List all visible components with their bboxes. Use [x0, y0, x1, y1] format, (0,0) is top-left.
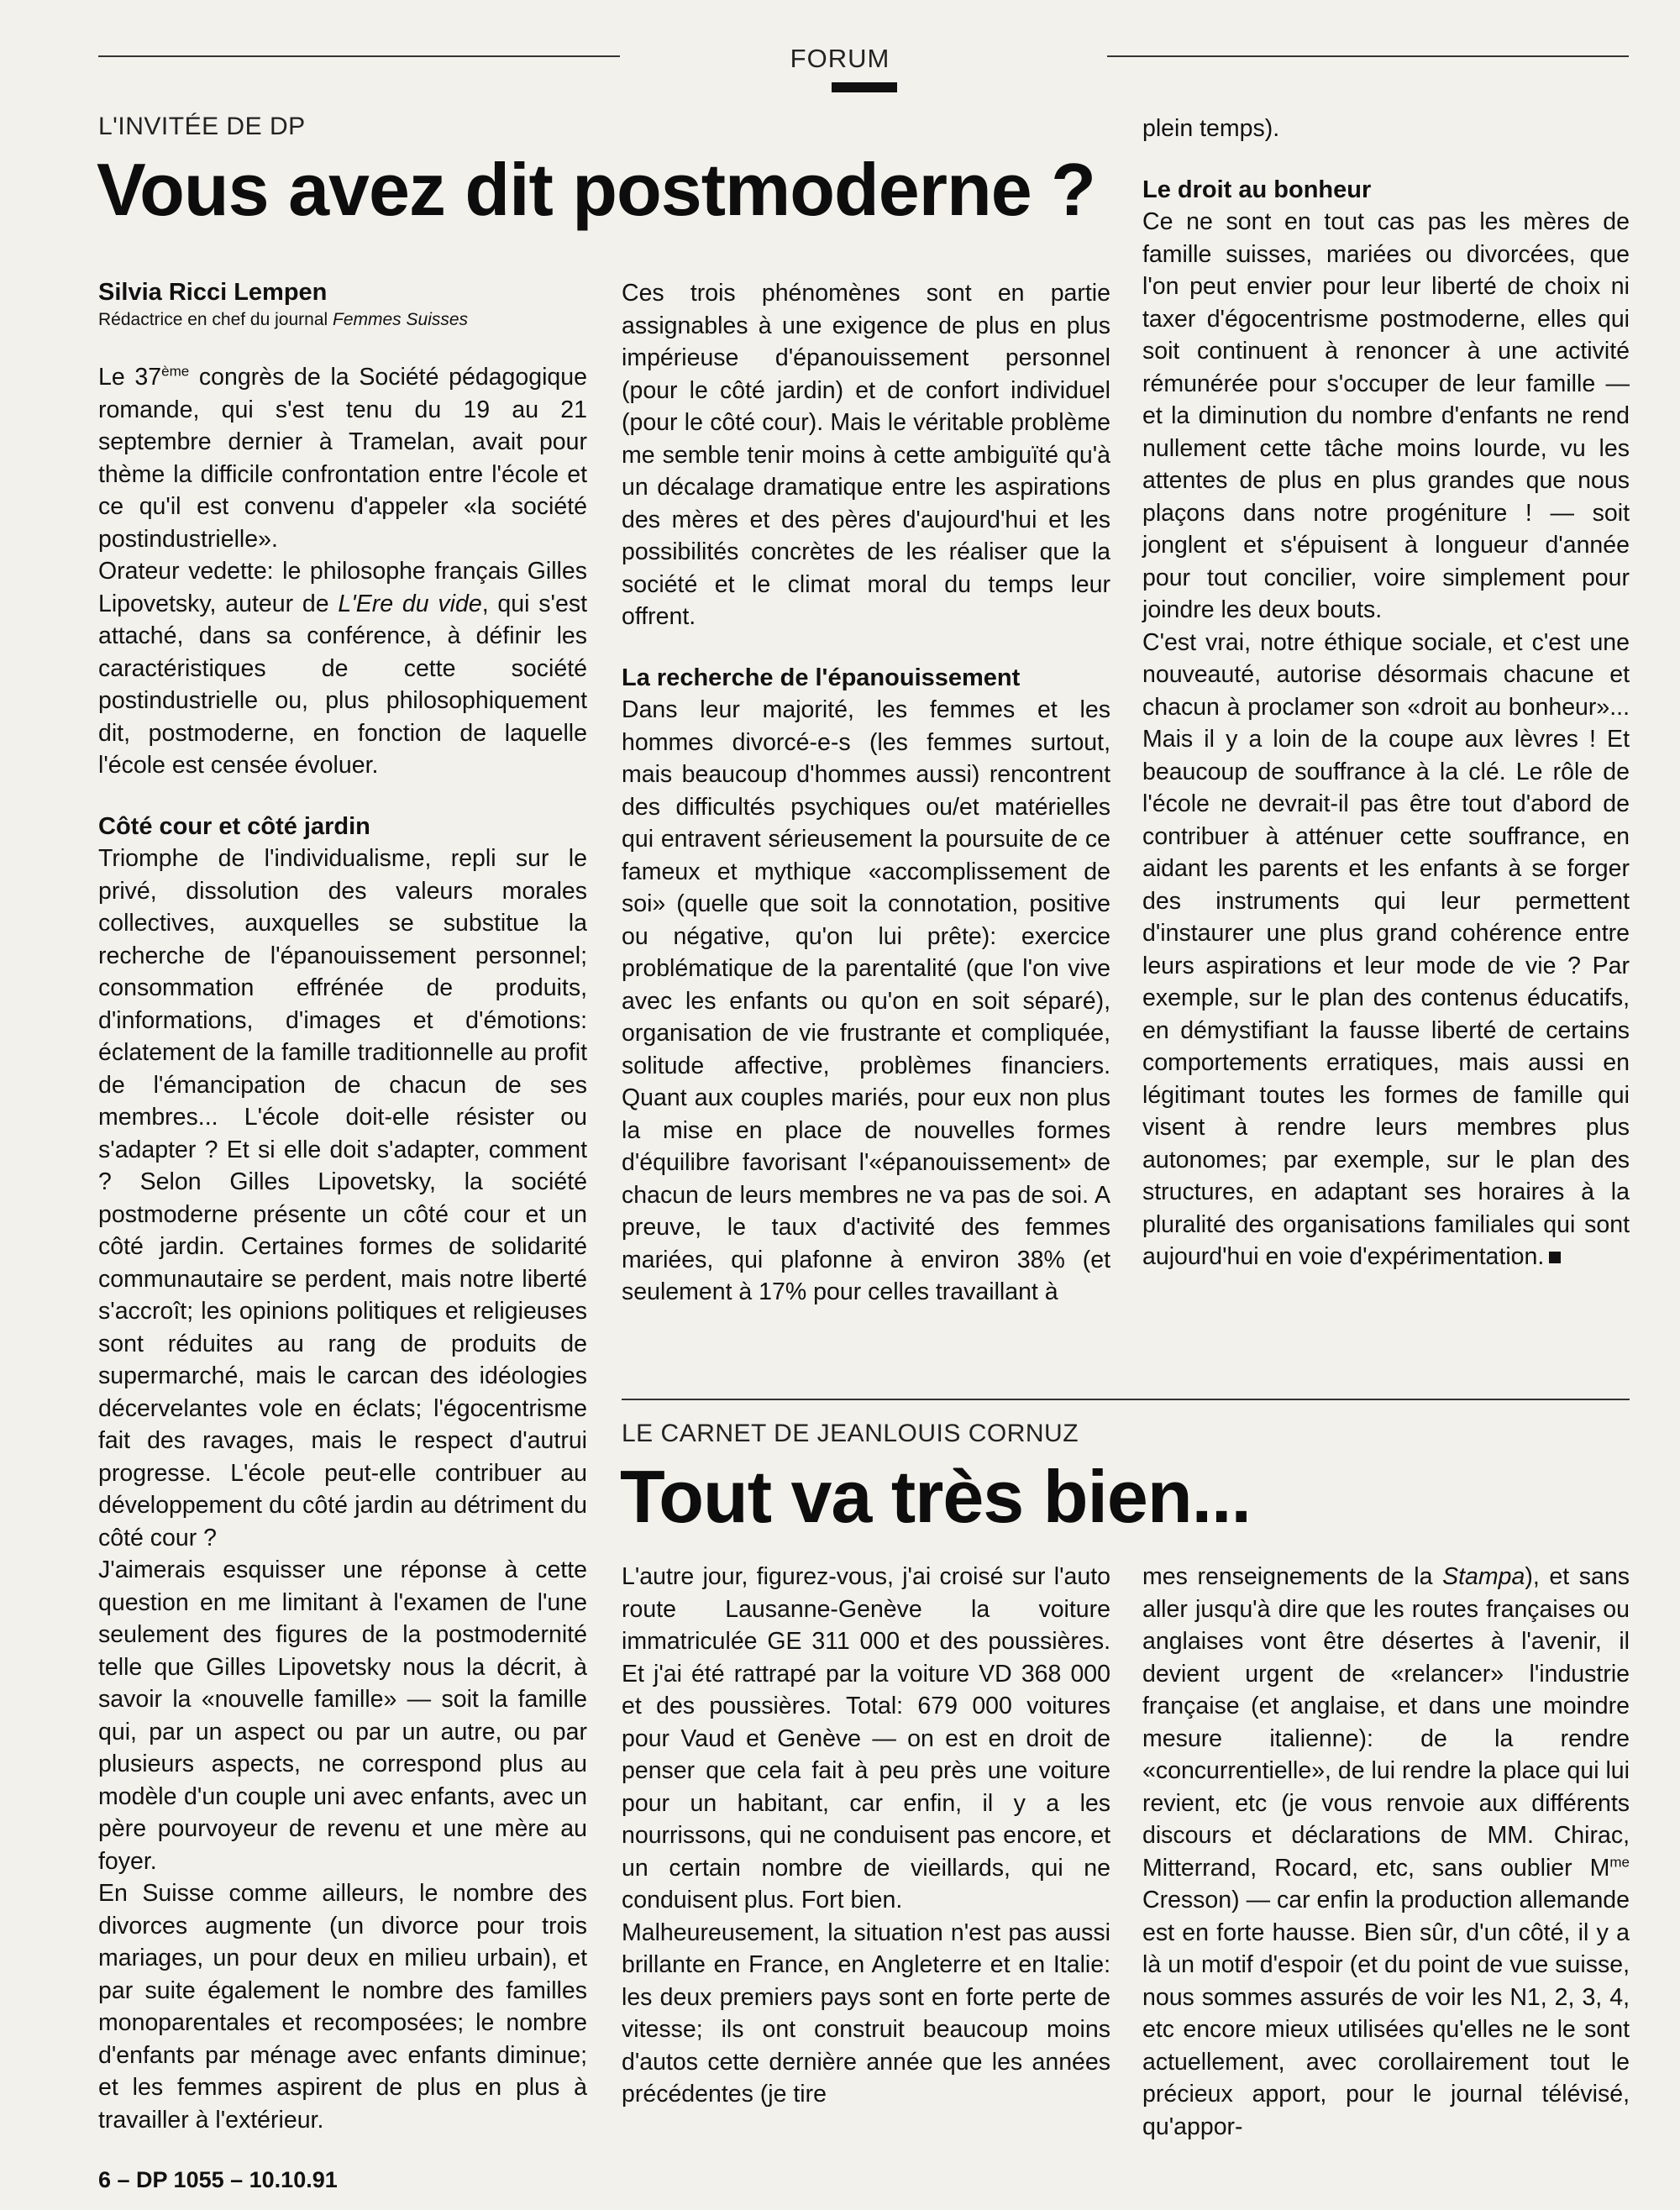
article1-title: Vous avez dit postmoderne ? [97, 148, 1095, 231]
subheading: La recherche de l'épanouissement [622, 664, 1021, 691]
newspaper-name: Stampa [1442, 1563, 1525, 1590]
paragraph: mes renseignements de la Stampa), et sans aller jusqu'à dire que les routes françaises ou anglaises vont être désertes à l'avenir, il devient urgent de «relancer» l'industrie française (et anglaise, et dans une moindre mesure italienne): de la rendre «concurrentielle», de lui rendre la place qui lui revient, etc (je vous renvoie aux différents discours et déclarations de MM. Chirac, Mitterrand, Rocard, etc, sans oublier $M^{me}$ Cresson) — car enfin la production allemande est en forte hausse. Bien sûr, d'un côté, il y a là un motif d'espoir (et du point de vue suisse, nous sommes assurés de voir les N1, 2, 3, 4, etc encore mieux utilisées qu'elles ne le sont actuellement, avec corollairement tout le précieux apport, pour le journal télévisé, qu'appor- [1142, 1563, 1630, 2140]
subheading: Le droit au bonheur [1142, 176, 1372, 203]
article-divider [622, 1399, 1630, 1400]
section-label: FORUM [790, 44, 890, 73]
paragraph: Le 37ème congrès de la Société pédagogique romande, qui s'est tenu du 19 au 21 septembre dernier à Tramelan, avait pour thème la difficile confrontation entre l'école et ce qu'il est convenu d'appeler «la société postindustrielle». [98, 363, 587, 553]
page-footer: 6 – DP 1055 – 10.10.91 [98, 2167, 338, 2192]
paragraph: Orateur vedette: le philosophe français Gilles Lipovetsky, auteur de L'Ere du vide, qui s'est attaché, dans sa conférence, à définir les caractéristiques de cette société postindustrielle ou, plus philosophiquement dit, postmoderne, en fonction de laquelle l'école est censée évoluer. [98, 558, 587, 779]
subheading: Côté cour et côté jardin [98, 812, 370, 840]
paragraph: Ce ne sont en tout cas pas les mères de famille suisses, mariées ou divorcées, que l'on peut envier pour leur liberté de choix ni taxer d'égocentrisme postmoderne, elles qui soit continuent à renoncer à une activité rémunérée pour s'occuper de leur famille — et la diminution du nombre d'enfants ne rend nullement cette tâche moins lourde, vu les attentes de plus en plus grandes que nous plaçons dans notre progéniture ! — soit jonglent et s'épuisent à longueur d'année pour tout concilier, voire simplement pour joindre les deux bouts. [1142, 208, 1630, 623]
article1-column-3 [1142, 113, 1630, 1273]
paragraph: J'aimerais esquisser une réponse à cette question en me limitant à l'examen de l'une seulement des figures de la postmodernité telle que Gilles Lipovetsky nous la décrit, à savoir la «nouvelle famille» — soit la famille qui, par un aspect ou par un autre, ou par plusieurs aspects, ne correspond plus au modèle d'un couple uni avec enfants, avec un père pourvoyeur de revenu et une mère au foyer. [98, 1556, 587, 1875]
article2-title: Tout va très bien... [620, 1455, 1251, 1538]
article2-kicker: LE CARNET DE JEANLOUIS CORNUZ [622, 1420, 1079, 1447]
article1-kicker: L'INVITÉE DE DP [98, 113, 306, 140]
paragraph: Malheureusement, la situation n'est pas aussi brillante en France, en Angleterre et en Italie: les deux premiers pays sont en forte perte de vitesse; ils ont construit beaucoup moins d'autos cette dernière année que les années précédentes (je tire [622, 1919, 1110, 2108]
article2-column-2 [1142, 1561, 1630, 2143]
paragraph: plein temps). [1142, 115, 1280, 142]
publication-name: Femmes Suisses [333, 310, 469, 329]
article1-column-1 [98, 277, 587, 2136]
article1-column-2 [622, 277, 1110, 1309]
paragraph: C'est vrai, notre éthique sociale, et c'est une nouveauté, autorise désormais chacune et chacun à proclamer son «droit au bonheur»... Mais il y a loin de la coupe aux lèvres ! Et beaucoup de souffrance à la clé. Le rôle de l'école ne devrait-il pas être tout d'abord de contribuer à atténuer cette souffrance, en aidant les parents et les enfants à se forger des instruments qui leur permettent d'instaurer une plus grand cohérence entre leurs aspirations et leur mode de vie ? Par exemple, sur le plan des contenus éducatifs, en démystifiant la fausse liberté de certains comportements erratiques, mais aussi en légitimant toutes les formes de famille qui visent à rendre leurs membres plus autonomes; par exemple, sur le plan des structures, en adaptant ses horaires à la pluralité des organisations familiales qui sont aujourd'hui en voie d'expérimentation. [1142, 628, 1630, 1270]
article2-column-1 [622, 1561, 1110, 2111]
section-label-bar [832, 82, 897, 92]
book-title: L'Ere du vide [338, 590, 482, 617]
end-mark-icon [1549, 1252, 1561, 1263]
paragraph: Dans leur majorité, les femmes et les hommes divorcé-e-s (les femmes surtout, mais beaucoup d'hommes aussi) rencontrent des difficultés psychiques ou/et matérielles qui entravent sérieusement la poursuite de ce fameux et mythique «accomplissement de soi» (quelle que soit la connotation, positive ou négative, qu'on lui prête): exercice problématique de la parentalité (que l'on vive avec les enfants ou qu'on en soit séparé), organisation de vie frustrante et compliquée, solitude affective, problèmes financiers. Quant aux couples mariés, pour eux non plus la mise en place de nouvelles formes d'équilibre favorisant l'«épanouissement» de chacun de leurs membres ne va pas de soi. A preuve, le taux d'activité des femmes mariées, qui plafonne à environ 38% (et seulement à 17% pour celles travaillant à [622, 696, 1110, 1305]
paragraph: En Suisse comme ailleurs, le nombre des divorces augmente (un divorce pour trois mariages, un pour deux en milieu urbain), et par suite également le nombre des familles monoparentales et recomposées; le nombre d'enfants par ménage avec enfants diminue; et les femmes aspirent de plus en plus à travailler à l'extérieur. [98, 1880, 587, 2134]
paragraph: Ces trois phénomènes sont en partie assignables à une exigence de plus en plus impérieuse d'épanouissement personnel (pour le côté jardin) et de confort individuel (pour le côté cour). Mais le véritable problème me semble tenir moins à cette ambiguïté qu'à un décalage dramatique entre les aspirations des mères et des pères d'aujourd'hui et les possibilités concrètes de les réaliser que la société et le climat moral du temps leur offrent. [622, 280, 1110, 630]
article1-author: Silvia Ricci Lempen [98, 279, 328, 306]
article1-author-role: Rédactrice en chef du journal Femmes Suisses [98, 310, 469, 329]
paragraph: L'autre jour, figurez-vous, j'ai croisé sur l'auto route Lausanne-Genève la voiture immatriculée GE 311 000 et des poussières. Et j'ai été rattrapé par la voiture VD 368 000 et des poussières. Total: 679 000 voitures pour Vaud et Genève — on est en droit de penser que cela fait à peu près une voiture pour un habitant, car enfin, il y a les nourrissons, qui ne conduisent pas encore, et un certain nombre de vieillards, qui ne conduisent plus. Fort bien. [622, 1563, 1110, 1913]
paragraph: Triomphe de l'individualisme, repli sur le privé, dissolution des valeurs morales collectives, auxquelles se substitue la recherche de l'épanouissement personnel; consommation effrénée de produits, d'informations, d'images et d'émotions: éclatement de la famille traditionnelle au profit de l'émancipation de chacun de ses membres... L'école doit-elle résister ou s'adapter ? Et si elle doit s'adapter, comment ? Selon Gilles Lipovetsky, la société postmoderne présente un côté cour et un côté jardin. Certaines formes de solidarité communautaire se perdent, mais notre liberté s'accroît; les opinions politiques et religieuses sont réduites au rang de produits de supermarché, mais le carcan des idéologies décervelantes vole en éclats; l'égocentrisme fait des ravages, mais le respect d'autrui progresse. L'école peut-elle contribuer au développement du côté jardin au détriment du côté cour ? [98, 845, 587, 1551]
